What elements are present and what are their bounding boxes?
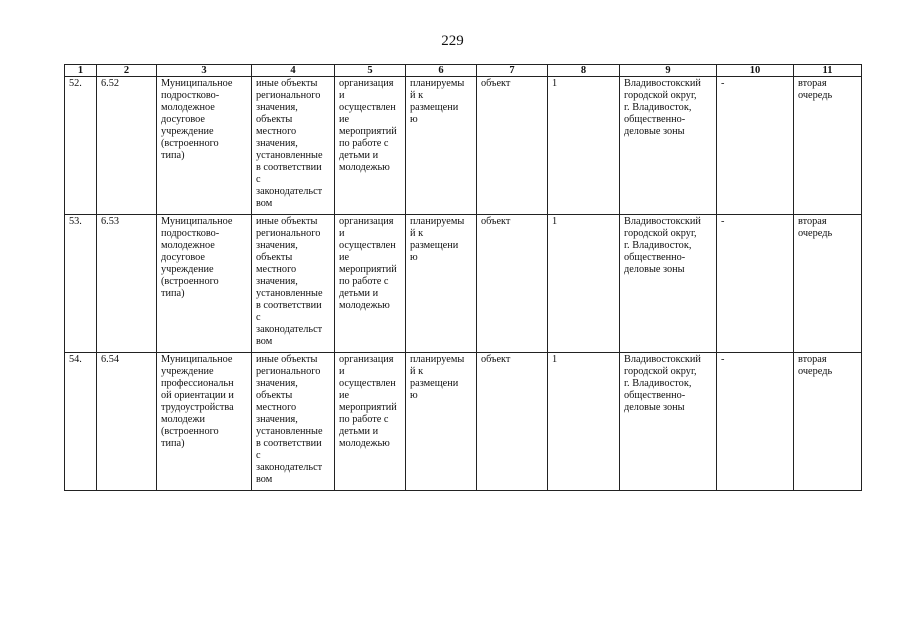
zone-cell: - — [717, 215, 794, 353]
zone-cell: - — [717, 77, 794, 215]
unit-cell: объект — [477, 353, 548, 491]
object-name-cell: Муниципальное подростково- молодежное досуговое учреждение (встроенного типа) — [157, 215, 252, 353]
object-code-cell: 6.52 — [97, 77, 157, 215]
unit-cell: объект — [477, 77, 548, 215]
location-cell: Владивостокский городской округ, г. Владивосток, общественно- деловые зоны — [620, 215, 717, 353]
purpose-cell: организация и осуществлен ие мероприятий по работе с детьми и молодежью — [335, 353, 406, 491]
object-name-cell: Муниципальное подростково- молодежное досуговое учреждение (встроенного типа) — [157, 77, 252, 215]
row-number-cell: 53. — [65, 215, 97, 353]
column-header: 1 — [65, 65, 97, 77]
column-header: 2 — [97, 65, 157, 77]
stage-cell: вторая очередь — [794, 353, 862, 491]
object-code-cell: 6.54 — [97, 353, 157, 491]
location-cell: Владивостокский городской округ, г. Владивосток, общественно- деловые зоны — [620, 353, 717, 491]
location-cell: Владивостокский городской округ, г. Владивосток, общественно- деловые зоны — [620, 77, 717, 215]
object-name-cell: Муниципальное учреждение профессиональн ой ориентации и трудоустройства молодежи (встроенного типа) — [157, 353, 252, 491]
status-cell: планируемы й к размещени ю — [406, 215, 477, 353]
stage-cell: вторая очередь — [794, 215, 862, 353]
table-row — [65, 77, 862, 215]
page-number: 229 — [441, 33, 464, 49]
data-table — [64, 64, 862, 491]
zone-cell: - — [717, 353, 794, 491]
table-row — [65, 215, 862, 353]
object-type-cell: иные объекты регионального значения, объекты местного значения, установленные в соответствии с законодательст вом — [252, 77, 335, 215]
column-header: 10 — [717, 65, 794, 77]
row-number-cell: 52. — [65, 77, 97, 215]
status-cell: планируемы й к размещени ю — [406, 77, 477, 215]
column-header: 9 — [620, 65, 717, 77]
column-header: 4 — [252, 65, 335, 77]
column-header: 5 — [335, 65, 406, 77]
column-header: 6 — [406, 65, 477, 77]
quantity-cell: 1 — [548, 353, 620, 491]
purpose-cell: организация и осуществлен ие мероприятий по работе с детьми и молодежью — [335, 215, 406, 353]
column-header: 3 — [157, 65, 252, 77]
header-row — [65, 65, 862, 77]
quantity-cell: 1 — [548, 77, 620, 215]
object-code-cell: 6.53 — [97, 215, 157, 353]
unit-cell: объект — [477, 215, 548, 353]
row-number-cell: 54. — [65, 353, 97, 491]
column-header: 8 — [548, 65, 620, 77]
object-type-cell: иные объекты регионального значения, объекты местного значения, установленные в соответствии с законодательст вом — [252, 215, 335, 353]
stage-cell: вторая очередь — [794, 77, 862, 215]
column-header: 7 — [477, 65, 548, 77]
status-cell: планируемы й к размещени ю — [406, 353, 477, 491]
table-row — [65, 353, 862, 491]
purpose-cell: организация и осуществлен ие мероприятий по работе с детьми и молодежью — [335, 77, 406, 215]
object-type-cell: иные объекты регионального значения, объекты местного значения, установленные в соответствии с законодательст вом — [252, 353, 335, 491]
quantity-cell: 1 — [548, 215, 620, 353]
column-header: 11 — [794, 65, 862, 77]
